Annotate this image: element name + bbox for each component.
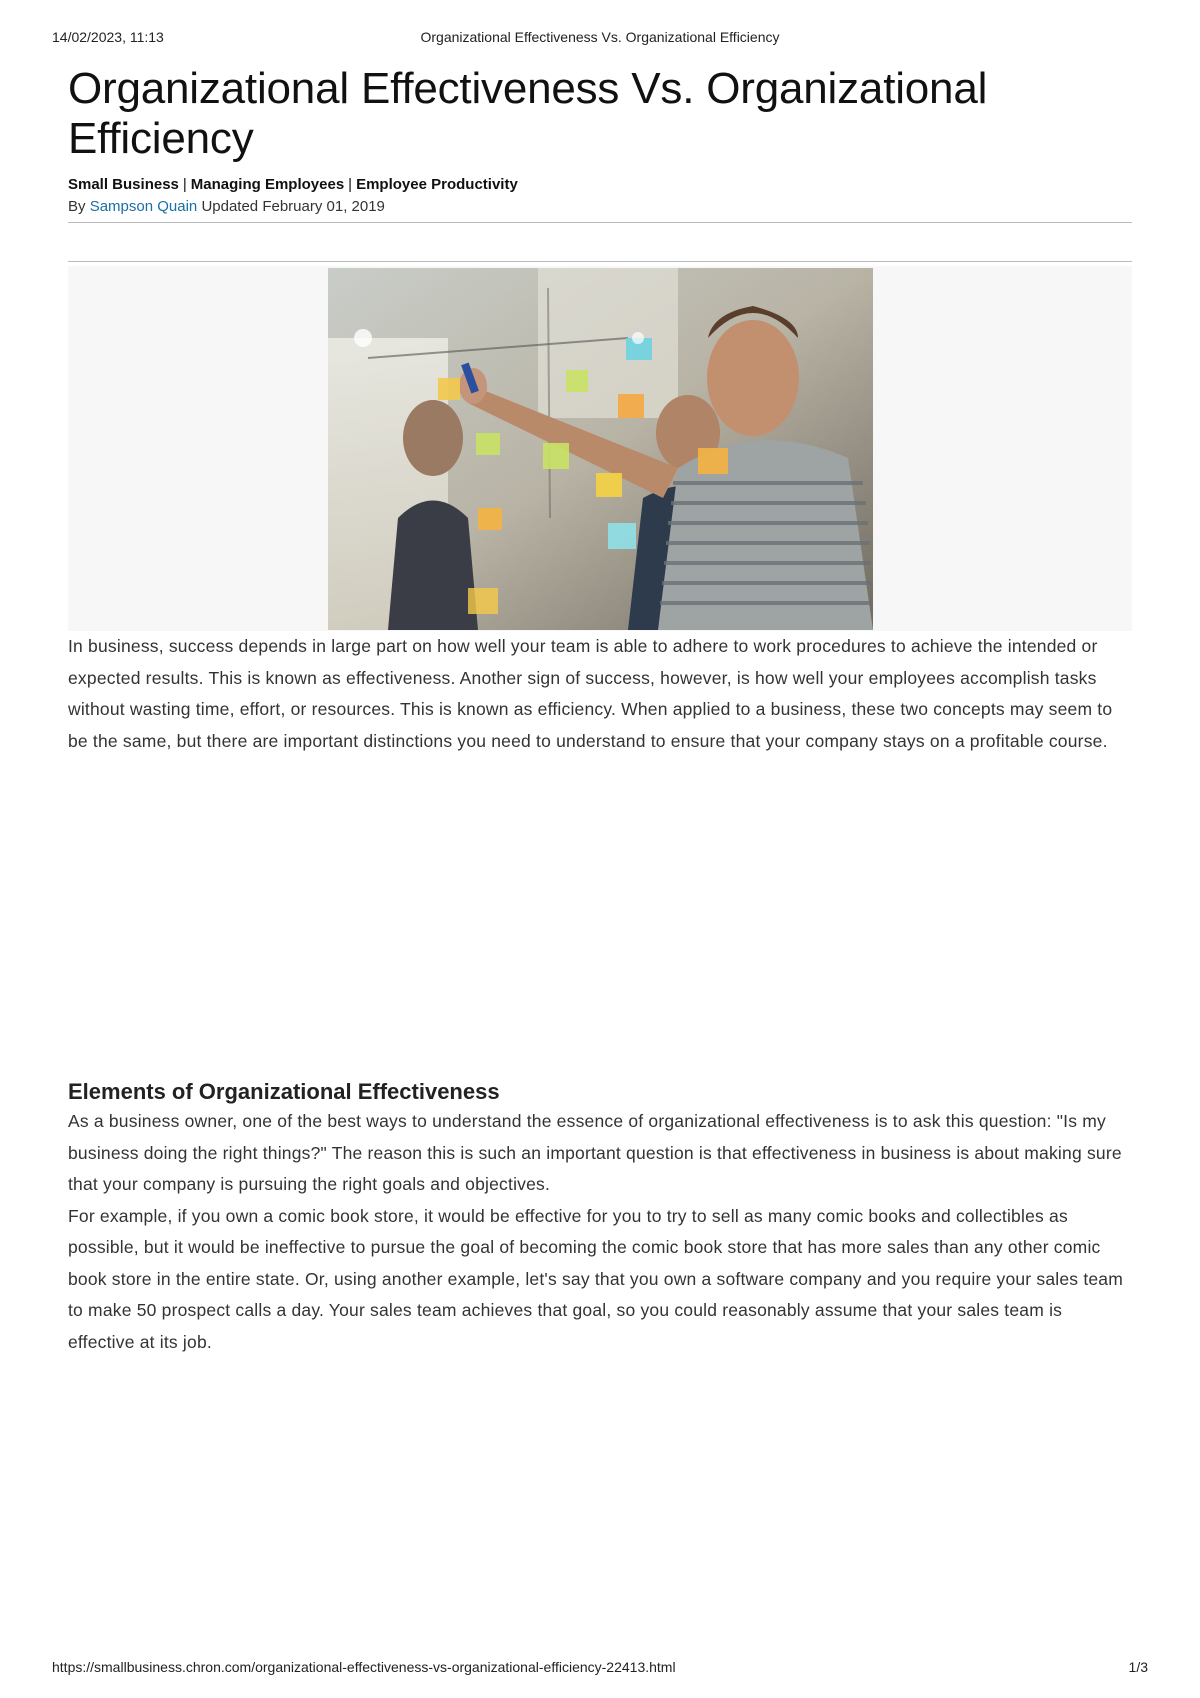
updated-date: Updated February 01, 2019	[201, 198, 385, 215]
author-link[interactable]: Sampson Quain	[89, 198, 198, 215]
divider	[68, 261, 1132, 262]
category-employee-productivity[interactable]: Employee Productivity	[356, 176, 518, 193]
intro-paragraph: In business, success depends in large part on how well your team is able to adhere to work procedures to achieve the intended or expected results. This is known as effectiveness. Another sign of success, however, is how well your employees accomplish tasks without wasting time, effort, or resources. This is known as efficiency. When applied to a business, these two concepts may seem to be the same, but there are important distinctions you need to understand to ensure that your company stays on a profitable course.	[68, 636, 1113, 751]
breadcrumb	[68, 176, 1132, 193]
category-small-business[interactable]: Small Business	[68, 176, 179, 193]
article-title: Organizational Effectiveness Vs. Organizational Efficiency	[68, 64, 988, 163]
page-url: https://smallbusiness.chron.com/organizational-effectiveness-vs-organizational-efficiency-22413.html	[52, 1659, 676, 1675]
hero-photo	[328, 268, 873, 630]
byline-prefix: By	[68, 198, 86, 215]
section-paragraph: For example, if you own a comic book store, it would be effective for you to try to sell as many comic books and collectibles as possible, but it would be ineffective to pursue the goal of becoming the comic book store that has more sales than any other comic book store in the entire state. Or, using another example, let's say that you own a software company and you require your sales team to make 50 prospect calls a day. Your sales team achieves that goal, so you could reasonably assume that your sales team is effective at its job.	[68, 1205, 1124, 1352]
hero-figure	[68, 266, 1132, 631]
print-footer	[52, 1659, 1148, 1679]
print-doc-title: Organizational Effectiveness Vs. Organizational Efficiency	[420, 29, 780, 45]
byline	[68, 198, 1132, 215]
print-header	[52, 29, 1148, 49]
category-managing-employees[interactable]: Managing Employees	[190, 176, 345, 193]
article	[68, 64, 1132, 1358]
divider	[68, 222, 1132, 223]
team-brainstorm-photo	[328, 268, 873, 630]
breadcrumb-separator: |	[182, 176, 187, 193]
breadcrumb-separator: |	[348, 176, 353, 193]
page-number: 1/3	[1128, 1659, 1148, 1675]
print-datetime: 14/02/2023, 11:13	[52, 29, 164, 45]
section-paragraph: As a business owner, one of the best ways to understand the essence of organizational effectiveness is to ask this question: "Is my business doing the right things?" The reason this is such an important question is that effectiveness in business is about making sure that your company is pursuing the right goals and objectives.	[68, 1111, 1122, 1194]
section-heading: Elements of Organizational Effectiveness	[68, 1079, 500, 1104]
